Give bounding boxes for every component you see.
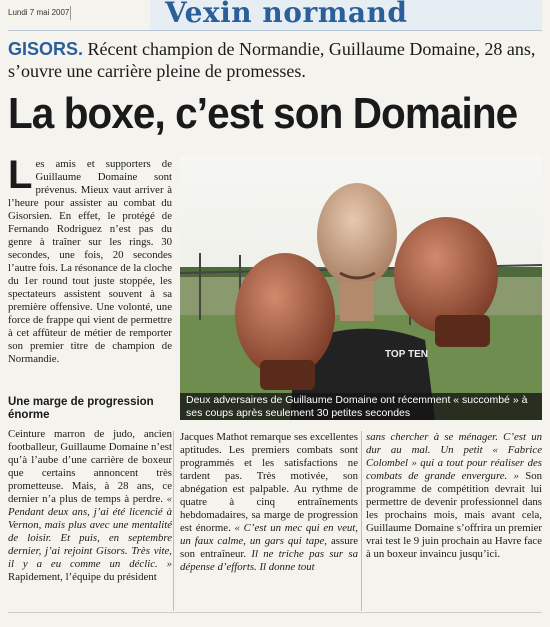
column-1-continued <box>8 428 172 584</box>
column-1-text: es amis et supporters de Guillaume Domaine sont prévenus. Mieux vaut arriver à l’heure pour assister au combat du Gisorsien. En effet, le protégé de Fernando Rodriguez n’est pas du genre à traîner sur les rings. 30 secondes, une fois, 20 secondes l’autre fois. La résonance de la cloche du 1er round tout juste stoppée, les spectateurs assistent souvent à sa première offensive. Une volonté, une force de frappe qui vient de permettre à cet affûteur de métier de remporter son premier titre de champion de Normandie. <box>8 158 172 365</box>
column-3 <box>366 431 542 561</box>
date-divider <box>70 6 71 20</box>
glove-label: TOP TEN <box>385 349 428 360</box>
bottom-rule <box>8 612 542 613</box>
dateline-place: GISORS. <box>8 39 84 59</box>
headline: La boxe, c’est son Domaine <box>8 89 518 138</box>
column-rule-1 <box>173 431 174 611</box>
kicker-text: Récent champion de Normandie, Guillaume Domaine, 28 ans, s’ouvre une carrière pleine de promesses. <box>8 39 536 81</box>
col1b-tail: Rapidement, l’équipe du président <box>8 571 157 583</box>
col1b-plain: Ceinture marron de judo, ancien footballeur, Guillaume Domaine n’est qu’à l’aube d’une carrière de boxeur que certains annoncent très prometteuse. Mais, à 28 ans, ce dernier n’a plus de temps à perdre. <box>8 428 172 505</box>
masthead-rule <box>8 30 542 31</box>
col1b-quote: « Pendant deux ans, j’ai été licencié à Vernon, mais plus avec une mentalité de loisir. Et puis, en septembre dernier, j’ai rejoint Gisors. Très vite, il y a eu comme un déclic. » <box>8 493 172 570</box>
col3-text: Son programme de compétition devrait lui permettre de devenir professionnel dans les prochains mois, mais avant cela, Guillaume Domaine s’offrira un premier vrai test le 9 juin prochain au Havre face à un boxeur invaincu jusqu’ici. <box>366 470 543 560</box>
column-2 <box>180 431 358 574</box>
boxer-photo <box>180 155 542 420</box>
boxer-photo-illustration <box>180 155 542 420</box>
article-kicker <box>8 38 543 82</box>
photo-caption: Deux adversaires de Guillaume Domaine ont récemment « succombé » à ses coups après seulement 30 petites secondes <box>180 393 542 420</box>
subheading: Une marge de progression énorme <box>8 396 154 421</box>
issue-date: Lundi 7 mai 2007 <box>8 8 70 17</box>
col2-quote-2: Il ne triche pas sur sa dépense d’efforts. Il donne tout <box>180 548 358 573</box>
column-1 <box>8 153 172 366</box>
col2-text-b: assure son entraîneur. <box>180 535 358 560</box>
col2-text-a: Jacques Mathot remarque ses excellentes aptitudes. Les premiers combats sont programmés et les satisfactions ne tardent pas. Très motivée, son abnégation est palpable. Au rythme de quatre à cinq entraînements hebdomadaires, sa marge de progression est énorme. <box>180 431 358 534</box>
col2-quote: « C’est un mec qui en veut, un faux calme, un gars qui tape, <box>180 522 358 547</box>
col3-quote: sans chercher à se ménager. C’est un dur au mal. Un petit « Fabrice Colombel » qui a tout pour réaliser des combats de grande envergure. » <box>366 431 542 482</box>
column-rule-2 <box>361 431 362 611</box>
drop-cap: L <box>8 153 33 197</box>
masthead-title: Vexin normand <box>165 0 408 29</box>
